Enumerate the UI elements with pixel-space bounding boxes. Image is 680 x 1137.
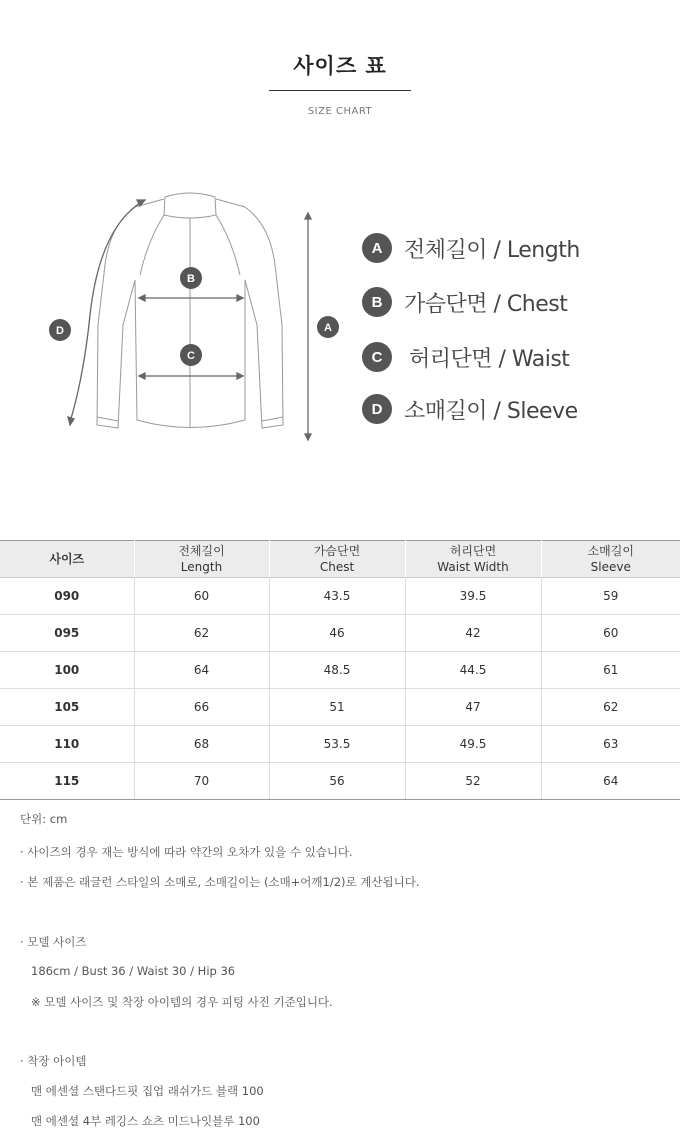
table-header-row [0, 541, 680, 578]
unit-note: 단위: cm [20, 812, 68, 826]
length-cell: 70 [134, 763, 269, 800]
legend-badge-a: A [362, 233, 392, 263]
waist-cell: 44.5 [405, 652, 541, 689]
model-size-disclaimer: ※ 모델 사이즈 및 착장 아이템의 경우 피팅 사진 기준입니다. [31, 995, 333, 1009]
size-cell: 100 [0, 652, 134, 689]
garment-diagram [40, 185, 340, 450]
waist-cell: 42 [405, 615, 541, 652]
chest-cell: 43.5 [269, 578, 405, 615]
measurement-note: · 사이즈의 경우 재는 방식에 따라 약간의 오차가 있을 수 있습니다. [20, 845, 353, 859]
collar-outline [164, 193, 216, 218]
legend-badge-d: D [362, 394, 392, 424]
page-title: 사이즈 표 [293, 54, 387, 78]
chest-cell: 56 [269, 763, 405, 800]
legend-label-sleeve: 소매길이 / Sleeve [404, 398, 578, 424]
table-row [0, 578, 680, 615]
legend-badge-b: B [362, 287, 392, 317]
svg-text:D: D [56, 325, 64, 337]
page-subtitle: SIZE CHART [307, 106, 373, 117]
raglan-note: · 본 제품은 래글런 스타일의 소매로, 소매길이는 (소매+어깨1/2)로 계산됩니다. [20, 875, 420, 889]
header-waist: 허리단면 Waist Width [405, 541, 541, 578]
size-cell: 095 [0, 615, 134, 652]
legend-item-waist [362, 339, 569, 375]
sleeve-cell: 60 [541, 615, 680, 652]
model-size-title: · 모델 사이즈 [20, 935, 87, 949]
table-row [0, 726, 680, 763]
length-cell: 62 [134, 615, 269, 652]
legend-badge-c: C [362, 342, 392, 372]
size-cell: 090 [0, 578, 134, 615]
size-cell: 115 [0, 763, 134, 800]
svg-text:C: C [187, 350, 195, 362]
waist-cell: 47 [405, 689, 541, 726]
size-cell: 110 [0, 726, 134, 763]
legend-label-length: 전체길이 / Length [404, 237, 580, 263]
header-size: 사이즈 [0, 541, 134, 578]
sleeve-cell: 59 [541, 578, 680, 615]
sleeve-cell: 62 [541, 689, 680, 726]
sleeve-cell: 61 [541, 652, 680, 689]
table-row [0, 652, 680, 689]
waist-cell: 49.5 [405, 726, 541, 763]
table-row [0, 763, 680, 800]
chest-cell: 48.5 [269, 652, 405, 689]
title-divider [269, 90, 411, 91]
sleeve-measure-line [70, 200, 145, 422]
header-chest: 가슴단면 Chest [269, 541, 405, 578]
outfit-item-bottom: 맨 에센셜 4부 레깅스 쇼츠 미드나잇블루 100 [31, 1114, 260, 1128]
outfit-items-title: · 착장 아이템 [20, 1054, 87, 1068]
waist-cell: 39.5 [405, 578, 541, 615]
legend-item-chest [362, 284, 567, 320]
size-cell: 105 [0, 689, 134, 726]
sleeve-cell: 64 [541, 763, 680, 800]
svg-text:A: A [324, 322, 332, 334]
length-cell: 68 [134, 726, 269, 763]
legend-label-chest: 가슴단면 / Chest [404, 291, 568, 317]
table-row [0, 615, 680, 652]
chest-cell: 53.5 [269, 726, 405, 763]
length-cell: 64 [134, 652, 269, 689]
chest-cell: 51 [269, 689, 405, 726]
sleeve-cell: 63 [541, 726, 680, 763]
table-row [0, 689, 680, 726]
header-sleeve: 소매길이 Sleeve [541, 541, 680, 578]
header-length: 전체길이 Length [134, 541, 269, 578]
outfit-item-top: 맨 에센셜 스탠다드핏 집업 래쉬가드 블랙 100 [31, 1084, 264, 1098]
chest-cell: 46 [269, 615, 405, 652]
waist-cell: 52 [405, 763, 541, 800]
model-size-value: 186cm / Bust 36 / Waist 30 / Hip 36 [31, 964, 236, 978]
length-cell: 66 [134, 689, 269, 726]
legend-item-sleeve [362, 391, 578, 427]
legend-item-length [362, 230, 580, 266]
size-table [0, 540, 680, 800]
svg-text:B: B [187, 273, 195, 285]
length-cell: 60 [134, 578, 269, 615]
legend-label-waist: 허리단면 / Waist [409, 346, 570, 372]
